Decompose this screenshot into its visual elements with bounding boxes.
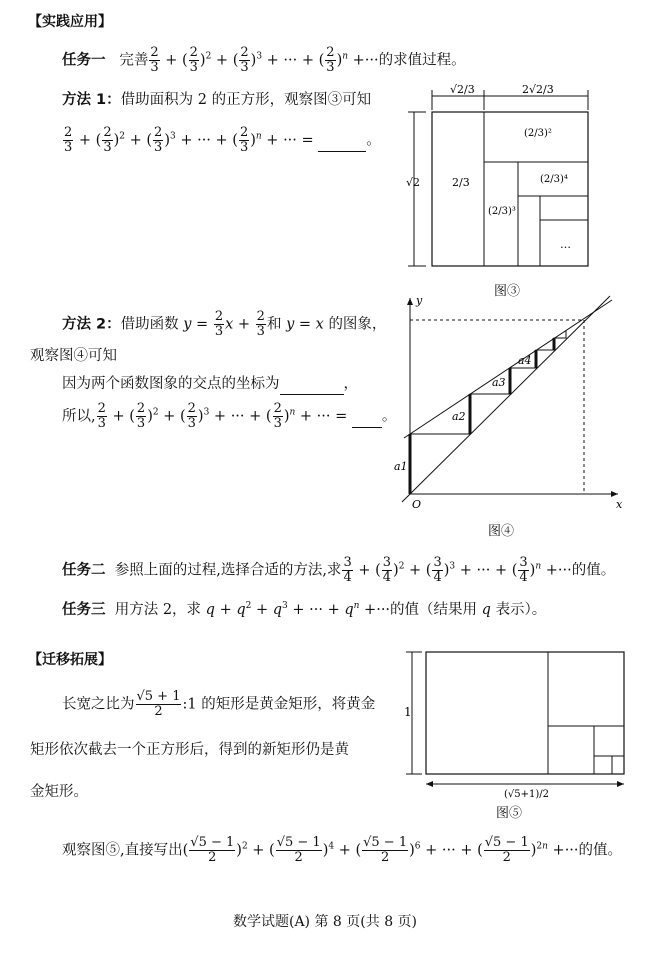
method2-line: 方法 2：借助函数 y = $\frac{2}{3}$ x + $\frac{2}{3}$ 和 y = x 的图象，	[62, 309, 387, 339]
method2-text-a: 借助函数	[120, 316, 179, 333]
method2-line2: 观察图④可知	[30, 348, 117, 364]
task1-label: 任务一	[62, 52, 106, 69]
task3-text-b: 的值（结果用	[390, 601, 478, 618]
extend-heading: 【迁移拓展】	[28, 652, 112, 668]
fig4-axis-x: x	[616, 498, 623, 511]
fig4-label-a1: a1	[394, 460, 408, 473]
fig4-label-a4: a4	[518, 354, 532, 367]
fig5-side-label: 1	[404, 705, 412, 719]
method2-so: 所以,	[62, 408, 96, 425]
method2-end: 。	[381, 408, 397, 425]
method2-equation: 所以, $\frac{2}{3}$ + ( $\frac{2}{3}$ )$^2$ + ( $\frac{2}{3}$ )$^3$ + ··· + ( $\frac{2}{3}$ )$^n$ + ··· = 。	[62, 401, 397, 431]
fig5-bottom-label: (√5+1)/2	[504, 789, 550, 800]
extend-line3: 金矩形。	[30, 784, 88, 800]
fig4-label-a3: a3	[492, 376, 506, 389]
task3-label: 任务三	[62, 601, 106, 618]
intersection-answer-blank[interactable]	[280, 374, 344, 395]
fig3-cell-power3: (2/3)³	[488, 206, 516, 217]
task3-text-a: 用方法 2，求	[114, 601, 202, 618]
fig3-ellipsis: …	[560, 238, 571, 251]
figure-5	[376, 646, 636, 806]
line-y-two-thirds-x	[404, 300, 612, 438]
fig3-top-right-label: 2√2/3	[522, 83, 554, 96]
extend-observe: 观察图⑤,直接写出( $\frac{√5 - 1}{2}$ )$^2$ + ( $\frac{√5 - 1}{2}$ )$^4$ + ( $\frac{√5 - 1}{2}$ )$^6$ + ··· + ( $\frac{√5 - 1}{2}$ )$^{2n}$ +···的值。	[62, 835, 623, 865]
method1-equation: $\frac{2}{3}$ + ( $\frac{2}{3}$ )$^2$ + ( $\frac{2}{3}$ )$^3$ + ··· + ( $\frac{2}{3}$ )$^n$ + ··· = 。	[64, 125, 381, 155]
task2-text: 参照上面的过程,选择合适的方法,求	[114, 562, 342, 579]
method2-text-b: 和	[266, 316, 282, 333]
fig3-cell-power2: (2/3)²	[524, 128, 552, 139]
method2-line3: 因为两个函数图象的交点的坐标为 ，	[62, 374, 358, 395]
fig3-cell-2-3: 2/3	[452, 176, 470, 189]
fig3-caption: 图③	[494, 284, 521, 299]
method1-end: 。	[366, 132, 381, 149]
method1-text: 借助面积为 2 的正方形，观察图③可知	[120, 92, 372, 108]
method2-label: 方法 2：	[62, 316, 121, 333]
fig3-side-label: √2	[406, 176, 421, 189]
task3-line: 任务三 用方法 2，求 $q + q^2 + q^3$ + ··· + $q^n$ +···的值（结果用 q 表示）。	[62, 601, 547, 618]
task1-suffix: 的求值过程。	[378, 52, 466, 69]
fig4-axis-y: y	[416, 294, 423, 307]
figure-4	[378, 290, 628, 522]
fig3-top-left-label: √2/3	[450, 83, 475, 96]
task1-prefix: 完善	[119, 52, 149, 69]
method1-line	[62, 90, 371, 110]
extend-observe-a: 观察图⑤,直接写出	[62, 842, 183, 859]
task3-text-c: 表示）。	[495, 601, 547, 618]
fig4-caption: 图④	[488, 524, 515, 539]
method2-line3-text: 因为两个函数图象的交点的坐标为	[62, 376, 280, 392]
line-y-equals-x	[402, 296, 610, 502]
task2-suffix: 的值。	[571, 562, 616, 579]
task2-label: 任务二	[62, 562, 106, 579]
fig5-caption: 图⑤	[496, 806, 523, 821]
fig4-origin: O	[412, 498, 422, 511]
fig3-cell-power4: (2/3)⁴	[540, 174, 568, 185]
extend-line1: 长宽之比为 $\frac{√5 + 1}{2}$ :1 的矩形是黄金矩形，将黄金	[62, 689, 376, 719]
extend-line1-a: 长宽之比为	[62, 696, 135, 713]
figure-3	[400, 82, 610, 302]
task2-line: 任务二 参照上面的过程,选择合适的方法,求 $\frac{3}{4}$ + ( $\frac{3}{4}$ )$^2$ + ( $\frac{3}{4}$ )$^3$ + ··· + ( $\frac{3}{4}$ )$^n$ +···的值。	[62, 555, 616, 585]
extend-observe-b: 的值。	[578, 842, 623, 859]
task1-line: 任务一 完善 $\frac{2}{3}$ + ( $\frac{2}{3}$ )$^2$ + ( $\frac{2}{3}$ )$^3$ + ··· + ( $\frac{2}{3}$ )$^n$ +···的求值过程。	[62, 45, 466, 75]
extend-line1-b: :1 的矩形是黄金矩形，将黄金	[182, 696, 376, 713]
practice-heading: 【实践应用】	[28, 14, 112, 30]
extend-line2: 矩形依次截去一个正方形后，得到的新矩形仍是黄	[30, 742, 349, 758]
method1-answer-blank[interactable]	[318, 131, 366, 152]
method2-text-c: 的图象，	[328, 316, 387, 333]
method1-label: 方法 1：	[62, 92, 121, 108]
fig4-label-a2: a2	[452, 410, 466, 423]
page-footer: 数学试题(A) 第 8 页(共 8 页)	[232, 914, 418, 930]
